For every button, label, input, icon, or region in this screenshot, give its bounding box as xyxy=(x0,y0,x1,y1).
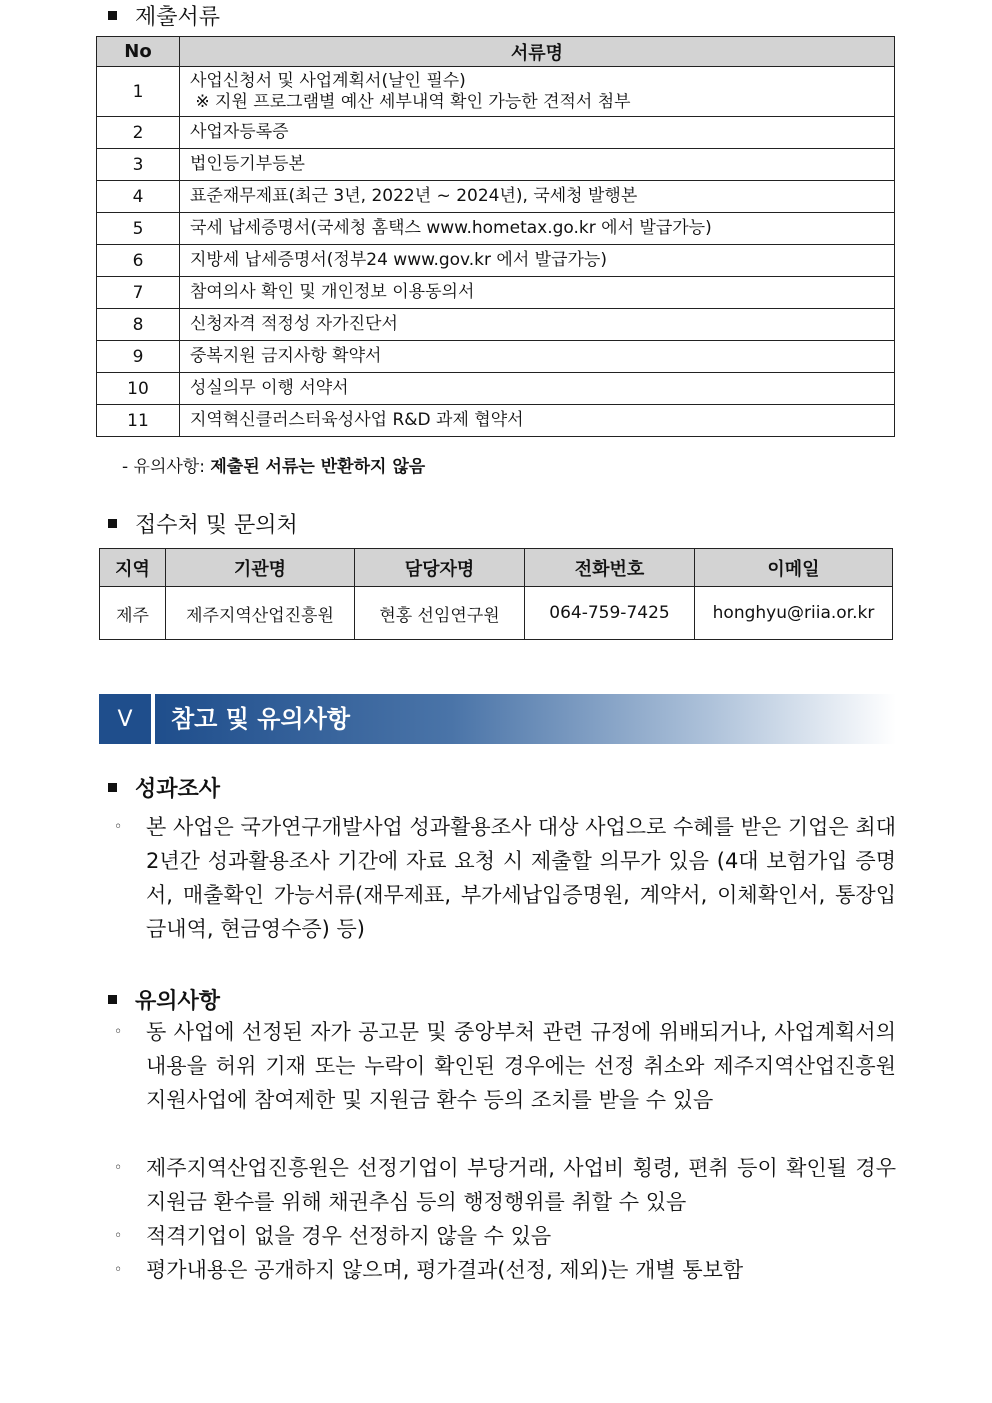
caution-text: 동 사업에 선정된 자가 공고문 및 중앙부처 관련 규정에 위배되거나, 사업계획서의 내용을 허위 기재 또는 누락이 확인된 경우에는 선정 취소와 제주지역산업진흥원 지원사업에 참여제한 및 지원금 환수 등의 조치를 받을 수 있음 xyxy=(146,1020,896,1112)
row-number: 6 xyxy=(97,245,180,277)
row-doc-name: 중복지원 금지사항 확약서 xyxy=(180,341,895,373)
contact-table xyxy=(99,548,893,640)
header-doc-name: 서류명 xyxy=(180,37,895,67)
header-region: 지역 xyxy=(100,549,166,587)
docs-note-bold: 제출된 서류는 반환하지 않음 xyxy=(210,457,426,477)
table-header-row xyxy=(97,37,895,67)
row-number: 9 xyxy=(97,341,180,373)
header-phone: 전화번호 xyxy=(525,549,695,587)
chapter-title: 참고 및 유의사항 xyxy=(171,705,350,733)
square-bullet-icon xyxy=(108,519,117,528)
row-doc-name: 참여의사 확인 및 개인정보 이용동의서 xyxy=(180,277,895,309)
table-row xyxy=(97,117,895,149)
row-doc-name: 신청자격 적정성 자가진단서 xyxy=(180,309,895,341)
section-title-text: 제출서류 xyxy=(135,5,221,30)
row-number: 10 xyxy=(97,373,180,405)
table-row xyxy=(97,277,895,309)
row-doc-name: 지역혁신클러스터육성사업 R&D 과제 협약서 xyxy=(180,405,895,437)
list-item xyxy=(114,810,896,946)
row-doc-name: 표준재무제표(최근 3년, 2022년 ~ 2024년), 국세청 발행본 xyxy=(180,181,895,213)
section-title-text: 유의사항 xyxy=(135,989,221,1014)
circle-bullet-icon: ◦ xyxy=(114,819,123,835)
table-row xyxy=(97,373,895,405)
header-email: 이메일 xyxy=(695,549,893,587)
section-title-text: 접수처 및 문의처 xyxy=(135,513,298,538)
section-title-survey xyxy=(108,772,220,803)
survey-text: 본 사업은 국가연구개발사업 성과활용조사 대상 사업으로 수혜를 받은 기업은 최대 2년간 성과활용조사 기간에 자료 요청 시 제출할 의무가 있음 (4대 보험가입 증명서, 매출확인 가능서류(재무제표, 부가세납입증명원, 계약서, 이체확인서, 통장입금내역, 현금영수증) 등) xyxy=(146,815,896,941)
table-row xyxy=(97,67,895,117)
caution-text: 적격기업이 없을 경우 선정하지 않을 수 있음 xyxy=(146,1224,552,1248)
table-row xyxy=(97,341,895,373)
row-doc-name xyxy=(180,67,895,117)
section-title-contact xyxy=(108,508,298,539)
cell-phone: 064-759-7425 xyxy=(525,587,695,640)
list-item xyxy=(114,1253,896,1287)
chapter-banner xyxy=(99,694,896,744)
section-title-caution xyxy=(108,984,220,1015)
header-manager: 담당자명 xyxy=(355,549,525,587)
docs-note xyxy=(122,452,425,477)
circle-bullet-icon: ◦ xyxy=(114,1160,123,1176)
row-number: 4 xyxy=(97,181,180,213)
row-number: 5 xyxy=(97,213,180,245)
header-no: No xyxy=(97,37,180,67)
caution-text: 평가내용은 공개하지 않으며, 평가결과(선정, 제외)는 개별 통보함 xyxy=(146,1258,744,1282)
square-bullet-icon xyxy=(108,995,117,1004)
section-title-docs xyxy=(108,0,220,31)
row-doc-name: 사업자등록증 xyxy=(180,117,895,149)
list-item xyxy=(114,1151,896,1219)
row-doc-name: 국세 납세증명서(국세청 홈택스 www.hometax.go.kr 에서 발급가능) xyxy=(180,213,895,245)
row-number: 2 xyxy=(97,117,180,149)
row-doc-name: 법인등기부등본 xyxy=(180,149,895,181)
cell-manager: 현홍 선임연구원 xyxy=(355,587,525,640)
row-number: 3 xyxy=(97,149,180,181)
circle-bullet-icon: ◦ xyxy=(114,1228,123,1244)
table-row xyxy=(97,309,895,341)
cell-org: 제주지역산업진흥원 xyxy=(166,587,355,640)
doc-name-main: 사업신청서 및 사업계획서(날인 필수) xyxy=(190,70,466,91)
row-number: 8 xyxy=(97,309,180,341)
circle-bullet-icon: ◦ xyxy=(114,1024,123,1040)
table-header-row xyxy=(100,549,893,587)
row-doc-name: 지방세 납세증명서(정부24 www.gov.kr 에서 발급가능) xyxy=(180,245,895,277)
row-number: 7 xyxy=(97,277,180,309)
row-doc-name: 성실의무 이행 서약서 xyxy=(180,373,895,405)
circle-bullet-icon: ◦ xyxy=(114,1262,123,1278)
docs-note-prefix: - 유의사항: xyxy=(122,457,211,477)
table-row xyxy=(97,213,895,245)
section-title-text: 성과조사 xyxy=(135,777,221,802)
doc-name-sub: ※ 지원 프로그램별 예산 세부내역 확인 가능한 견적서 첨부 xyxy=(190,91,631,112)
row-number: 1 xyxy=(97,67,180,117)
cell-region: 제주 xyxy=(100,587,166,640)
chapter-number: V xyxy=(99,694,151,744)
list-item xyxy=(114,1015,896,1117)
row-number: 11 xyxy=(97,405,180,437)
table-row xyxy=(100,587,893,640)
table-row xyxy=(97,149,895,181)
list-item xyxy=(114,1219,896,1253)
square-bullet-icon xyxy=(108,11,117,20)
table-row xyxy=(97,181,895,213)
documents-table xyxy=(96,36,895,437)
caution-text: 제주지역산업진흥원은 선정기업이 부당거래, 사업비 횡령, 편취 등이 확인될 경우 지원금 환수를 위해 채권추심 등의 행정행위를 취할 수 있음 xyxy=(146,1156,896,1214)
table-row xyxy=(97,405,895,437)
square-bullet-icon xyxy=(108,783,117,792)
cell-email: honghyu@riia.or.kr xyxy=(695,587,893,640)
table-row xyxy=(97,245,895,277)
header-org: 기관명 xyxy=(166,549,355,587)
